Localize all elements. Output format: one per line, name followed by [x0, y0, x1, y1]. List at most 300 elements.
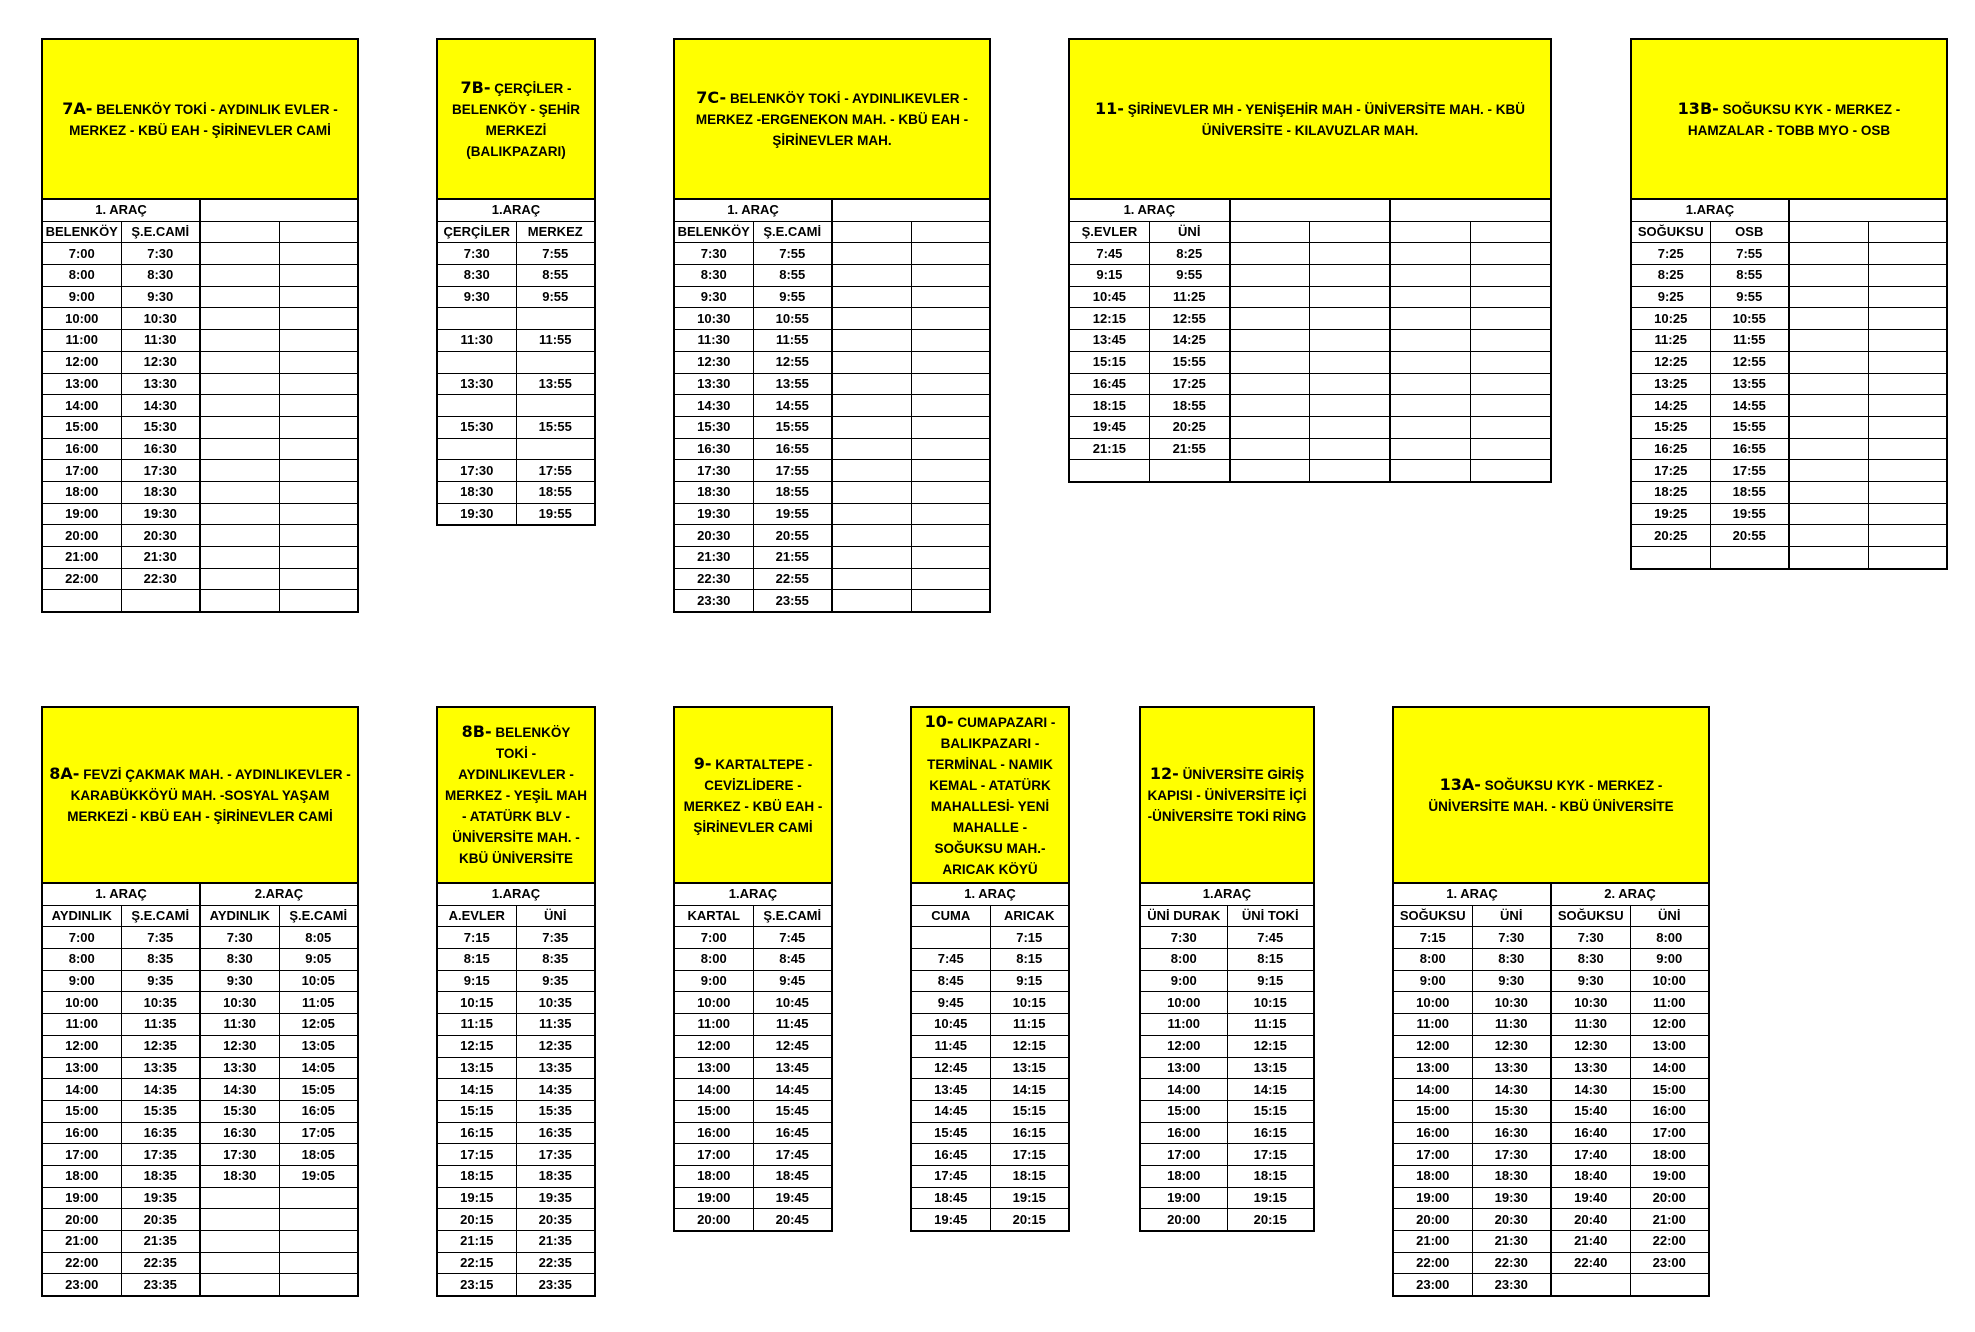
table-row — [1393, 1014, 1709, 1036]
table-row — [1631, 460, 1947, 482]
departure-time — [279, 547, 358, 569]
departure-time: 17:05 — [279, 1122, 358, 1144]
departure-time — [1310, 286, 1390, 308]
departure-time — [42, 590, 121, 612]
departure-time: 7:00 — [42, 927, 121, 949]
stop-name: Ş.E.CAMİ — [121, 905, 200, 927]
table-row — [674, 330, 990, 352]
departure-time: 13:35 — [121, 1057, 200, 1079]
departure-time: 15:55 — [516, 416, 595, 438]
departure-time: 18:00 — [1393, 1165, 1472, 1187]
stop-name: Ş.E.CAMİ — [279, 905, 358, 927]
vehicle-group-label: 1. ARAÇ — [1393, 883, 1551, 905]
departure-time: 17:25 — [1631, 460, 1710, 482]
stop-name: MERKEZ — [516, 221, 595, 243]
departure-time: 14:55 — [753, 395, 832, 417]
departure-time: 13:00 — [1393, 1057, 1472, 1079]
departure-time — [832, 373, 911, 395]
departure-time: 12:35 — [121, 1035, 200, 1057]
departure-time — [200, 460, 279, 482]
route-header — [41, 38, 359, 200]
departure-time — [1471, 395, 1551, 417]
departure-time — [1069, 460, 1149, 482]
departure-time — [1868, 286, 1947, 308]
departure-time: 12:30 — [200, 1035, 279, 1057]
departure-time: 16:30 — [200, 1122, 279, 1144]
table-row — [437, 351, 595, 373]
route-code: 10- — [924, 711, 954, 731]
departure-time — [1789, 395, 1868, 417]
departure-time — [200, 373, 279, 395]
departure-time — [1868, 547, 1947, 569]
vehicle-group-row — [674, 883, 832, 905]
departure-time: 18:05 — [279, 1144, 358, 1166]
departure-time — [1310, 373, 1390, 395]
stop-header-row — [437, 221, 595, 243]
table-row — [42, 1035, 358, 1057]
departure-time — [1471, 373, 1551, 395]
departure-time: 15:30 — [1472, 1100, 1551, 1122]
table-row — [911, 1122, 1069, 1144]
departure-time: 12:05 — [279, 1014, 358, 1036]
departure-time: 10:35 — [516, 992, 595, 1014]
departure-time: 11:30 — [437, 330, 516, 352]
departure-time: 8:30 — [674, 265, 753, 287]
departure-time: 15:45 — [911, 1122, 990, 1144]
departure-time — [200, 286, 279, 308]
table-row — [437, 1057, 595, 1079]
route-code: 13B- — [1677, 98, 1719, 118]
table-row — [437, 1209, 595, 1231]
departure-time — [279, 265, 358, 287]
departure-time: 19:55 — [753, 503, 832, 525]
departure-time: 19:30 — [437, 503, 516, 525]
departure-time — [1471, 351, 1551, 373]
vehicle-group-row — [437, 199, 595, 221]
departure-time: 10:05 — [279, 970, 358, 992]
departure-time: 19:30 — [121, 503, 200, 525]
table-row — [1393, 1057, 1709, 1079]
departure-time: 14:45 — [911, 1100, 990, 1122]
departure-time: 14:15 — [990, 1079, 1069, 1101]
departure-time: 10:00 — [1630, 970, 1709, 992]
stop-header-row — [911, 905, 1069, 927]
departure-time: 10:45 — [753, 992, 832, 1014]
departure-time — [516, 395, 595, 417]
departure-time: 14:30 — [1472, 1079, 1551, 1101]
table-row — [1140, 1165, 1314, 1187]
departure-time: 15:30 — [200, 1100, 279, 1122]
departure-time — [1149, 460, 1229, 482]
departure-time: 17:40 — [1551, 1144, 1630, 1166]
departure-time: 10:35 — [121, 992, 200, 1014]
table-row — [1393, 1252, 1709, 1274]
departure-time: 7:55 — [1710, 243, 1789, 265]
table-row — [911, 1209, 1069, 1231]
departure-time: 15:35 — [516, 1100, 595, 1122]
departure-time: 19:15 — [437, 1187, 516, 1209]
departure-time — [1868, 265, 1947, 287]
route-header — [436, 706, 596, 884]
departure-time: 9:15 — [1227, 970, 1314, 992]
departure-time: 14:00 — [1630, 1057, 1709, 1079]
vehicle-group-label: 2.ARAÇ — [200, 883, 358, 905]
departure-time — [1310, 243, 1390, 265]
departure-time: 17:15 — [1227, 1144, 1314, 1166]
departure-time: 16:30 — [674, 438, 753, 460]
table-row — [674, 1187, 832, 1209]
route-r8b — [436, 706, 596, 1297]
departure-time — [1789, 460, 1868, 482]
departure-time: 8:15 — [437, 949, 516, 971]
departure-time: 12:00 — [674, 1035, 753, 1057]
departure-time: 7:45 — [911, 949, 990, 971]
table-row — [674, 525, 990, 547]
departure-time: 20:00 — [674, 1209, 753, 1231]
departure-time: 11:00 — [674, 1014, 753, 1036]
departure-time: 15:00 — [42, 1100, 121, 1122]
departure-time: 14:30 — [674, 395, 753, 417]
departure-time: 22:30 — [674, 568, 753, 590]
departure-time: 17:35 — [516, 1144, 595, 1166]
departure-time: 11:45 — [753, 1014, 832, 1036]
departure-time — [279, 395, 358, 417]
departure-time: 12:25 — [1631, 351, 1710, 373]
route-header — [1068, 38, 1552, 200]
departure-time: 12:30 — [121, 351, 200, 373]
departure-time: 8:05 — [279, 927, 358, 949]
departure-time — [1789, 547, 1868, 569]
vehicle-group-row — [1631, 199, 1947, 221]
departure-time — [1789, 308, 1868, 330]
table-row — [437, 1187, 595, 1209]
departure-time — [279, 243, 358, 265]
vehicle-group-label: 1.ARAÇ — [674, 883, 832, 905]
timetable — [1630, 198, 1948, 570]
departure-time: 20:00 — [42, 525, 121, 547]
route-code: 7C- — [696, 88, 727, 107]
departure-time: 20:25 — [1631, 525, 1710, 547]
departure-time: 17:00 — [42, 460, 121, 482]
stop-name: A.EVLER — [437, 905, 516, 927]
departure-time: 9:55 — [516, 286, 595, 308]
departure-time: 19:55 — [1710, 503, 1789, 525]
departure-time — [1310, 308, 1390, 330]
departure-time — [832, 460, 911, 482]
departure-time: 13:30 — [1551, 1057, 1630, 1079]
vehicle-group-row — [42, 199, 358, 221]
departure-time: 8:30 — [437, 265, 516, 287]
departure-time: 8:30 — [200, 949, 279, 971]
timetable — [41, 882, 359, 1297]
departure-time: 13:15 — [437, 1057, 516, 1079]
departure-time: 9:30 — [121, 286, 200, 308]
departure-time: 14:00 — [674, 1079, 753, 1101]
departure-time: 9:30 — [200, 970, 279, 992]
departure-time — [516, 351, 595, 373]
table-row — [42, 970, 358, 992]
departure-time — [1868, 481, 1947, 503]
vehicle-group-row — [437, 883, 595, 905]
departure-time: 11:00 — [1393, 1014, 1472, 1036]
departure-time: 13:15 — [990, 1057, 1069, 1079]
departure-time: 19:30 — [674, 503, 753, 525]
departure-time: 17:30 — [200, 1144, 279, 1166]
departure-time — [911, 416, 990, 438]
departure-time: 21:30 — [1472, 1231, 1551, 1253]
table-row — [674, 1057, 832, 1079]
departure-time — [1789, 438, 1868, 460]
route-r7a — [41, 38, 359, 613]
departure-time — [1789, 416, 1868, 438]
table-row — [674, 351, 990, 373]
route-code: 9- — [693, 753, 712, 773]
table-row — [1631, 286, 1947, 308]
departure-time: 18:30 — [200, 1165, 279, 1187]
departure-time: 21:00 — [1393, 1231, 1472, 1253]
departure-time — [832, 481, 911, 503]
table-row — [437, 949, 595, 971]
departure-time: 16:35 — [516, 1122, 595, 1144]
table-row — [911, 1144, 1069, 1166]
departure-time — [1471, 308, 1551, 330]
departure-time: 10:15 — [990, 992, 1069, 1014]
table-row — [674, 416, 990, 438]
departure-time — [911, 395, 990, 417]
departure-time: 14:30 — [200, 1079, 279, 1101]
departure-time: 9:15 — [1069, 265, 1149, 287]
route-r8a — [41, 706, 359, 1297]
stop-header-row — [674, 221, 990, 243]
departure-time — [279, 351, 358, 373]
departure-time: 19:35 — [121, 1187, 200, 1209]
departure-time: 7:15 — [1393, 927, 1472, 949]
departure-time — [1789, 525, 1868, 547]
departure-time: 10:15 — [437, 992, 516, 1014]
table-row — [1393, 1079, 1709, 1101]
table-row — [1140, 1079, 1314, 1101]
departure-time: 21:35 — [121, 1231, 200, 1253]
departure-time: 20:40 — [1551, 1209, 1630, 1231]
departure-time: 14:30 — [1551, 1079, 1630, 1101]
departure-time: 13:05 — [279, 1035, 358, 1057]
departure-time: 15:15 — [990, 1100, 1069, 1122]
vehicle-group-label: 1.ARAÇ — [1140, 883, 1314, 905]
departure-time — [1868, 525, 1947, 547]
departure-time: 8:15 — [990, 949, 1069, 971]
departure-time: 10:30 — [1551, 992, 1630, 1014]
table-row — [42, 1252, 358, 1274]
departure-time: 15:15 — [1227, 1100, 1314, 1122]
departure-time: 9:35 — [516, 970, 595, 992]
departure-time — [1230, 373, 1310, 395]
departure-time — [1230, 460, 1310, 482]
departure-time: 8:25 — [1631, 265, 1710, 287]
departure-time — [911, 243, 990, 265]
departure-time: 16:15 — [1227, 1122, 1314, 1144]
departure-time — [1230, 243, 1310, 265]
departure-time — [1390, 438, 1470, 460]
departure-time — [911, 927, 990, 949]
table-row — [1393, 1231, 1709, 1253]
stop-name: SOĞUKSU — [1393, 905, 1472, 927]
departure-time: 9:30 — [1472, 970, 1551, 992]
table-row — [1631, 308, 1947, 330]
table-row — [437, 1014, 595, 1036]
vehicle-group-label: 1.ARAÇ — [437, 883, 595, 905]
stop-name: ÜNİ DURAK — [1140, 905, 1227, 927]
departure-time: 22:15 — [437, 1252, 516, 1274]
departure-time: 15:55 — [1149, 351, 1229, 373]
departure-time — [200, 1252, 279, 1274]
table-row — [1631, 547, 1947, 569]
departure-time — [516, 308, 595, 330]
departure-time: 22:35 — [516, 1252, 595, 1274]
departure-time: 16:00 — [674, 1122, 753, 1144]
departure-time: 16:45 — [1069, 373, 1149, 395]
departure-time: 15:15 — [1069, 351, 1149, 373]
departure-time: 17:55 — [753, 460, 832, 482]
route-header — [673, 38, 991, 200]
departure-time: 20:15 — [1227, 1209, 1314, 1231]
departure-time — [279, 438, 358, 460]
timetable — [436, 882, 596, 1297]
departure-time — [279, 481, 358, 503]
table-row — [674, 395, 990, 417]
departure-time: 18:30 — [437, 481, 516, 503]
departure-time: 17:00 — [1140, 1144, 1227, 1166]
departure-time — [200, 1209, 279, 1231]
departure-time — [1310, 351, 1390, 373]
departure-time — [200, 330, 279, 352]
departure-time: 17:45 — [911, 1165, 990, 1187]
departure-time: 10:30 — [674, 308, 753, 330]
table-row — [674, 1079, 832, 1101]
departure-time: 12:30 — [674, 351, 753, 373]
table-row — [674, 1035, 832, 1057]
departure-time: 21:40 — [1551, 1231, 1630, 1253]
departure-time: 18:45 — [753, 1165, 832, 1187]
departure-time: 12:15 — [1227, 1035, 1314, 1057]
departure-time — [1471, 265, 1551, 287]
departure-time: 17:00 — [1630, 1122, 1709, 1144]
departure-time: 11:45 — [911, 1035, 990, 1057]
departure-time: 15:15 — [437, 1100, 516, 1122]
departure-time: 22:00 — [42, 1252, 121, 1274]
departure-time: 12:15 — [1069, 308, 1149, 330]
stop-header-row — [42, 221, 358, 243]
departure-time: 8:30 — [121, 265, 200, 287]
departure-time: 20:55 — [1710, 525, 1789, 547]
departure-time: 23:00 — [1393, 1274, 1472, 1296]
departure-time: 14:45 — [753, 1079, 832, 1101]
departure-time: 22:00 — [1393, 1252, 1472, 1274]
route-header — [673, 706, 833, 884]
table-row — [674, 1100, 832, 1122]
departure-time: 16:15 — [437, 1122, 516, 1144]
departure-time: 11:00 — [42, 330, 121, 352]
departure-time: 8:25 — [1149, 243, 1229, 265]
vehicle-group-label: 1. ARAÇ — [42, 883, 200, 905]
departure-time — [1789, 481, 1868, 503]
departure-time: 21:30 — [121, 547, 200, 569]
table-row — [1631, 351, 1947, 373]
route-title: BELENKÖY TOKİ - AYDINLIKEVLER - MERKEZ -ERGENEKON MAH. - KBÜ EAH - ŞİRİNEVLER MAH. — [695, 91, 969, 148]
departure-time: 19:25 — [1631, 503, 1710, 525]
departure-time: 9:15 — [437, 970, 516, 992]
departure-time: 13:00 — [42, 1057, 121, 1079]
departure-time: 12:00 — [42, 351, 121, 373]
timetable — [673, 882, 833, 1232]
table-row — [437, 481, 595, 503]
stop-name: AYDINLIK — [200, 905, 279, 927]
route-header — [1392, 706, 1710, 884]
table-row — [1069, 330, 1551, 352]
departure-time: 20:45 — [753, 1209, 832, 1231]
departure-time: 19:05 — [279, 1165, 358, 1187]
departure-time: 14:00 — [42, 395, 121, 417]
table-row — [437, 503, 595, 525]
table-row — [911, 1165, 1069, 1187]
departure-time: 8:30 — [1551, 949, 1630, 971]
route-code: 7A- — [62, 98, 93, 118]
table-row — [437, 1165, 595, 1187]
stop-name: SOĞUKSU — [1551, 905, 1630, 927]
departure-time — [832, 395, 911, 417]
departure-time: 17:30 — [1472, 1144, 1551, 1166]
departure-time: 18:30 — [121, 481, 200, 503]
table-row — [1069, 265, 1551, 287]
departure-time: 7:00 — [674, 927, 753, 949]
departure-time: 20:55 — [753, 525, 832, 547]
departure-time: 19:15 — [990, 1187, 1069, 1209]
stop-name: ARICAK — [990, 905, 1069, 927]
departure-time — [1631, 547, 1710, 569]
table-row — [1140, 1144, 1314, 1166]
stop-name: Ş.E.CAMİ — [753, 905, 832, 927]
departure-time: 13:55 — [1710, 373, 1789, 395]
departure-time — [832, 438, 911, 460]
departure-time — [1310, 265, 1390, 287]
departure-time — [1868, 243, 1947, 265]
departure-time — [200, 481, 279, 503]
departure-time: 19:00 — [674, 1187, 753, 1209]
departure-time: 19:00 — [1393, 1187, 1472, 1209]
departure-time — [200, 308, 279, 330]
departure-time — [1471, 438, 1551, 460]
table-row — [1631, 503, 1947, 525]
departure-time: 9:05 — [279, 949, 358, 971]
departure-time: 10:45 — [911, 1014, 990, 1036]
departure-time: 13:00 — [42, 373, 121, 395]
departure-time: 11:25 — [1149, 286, 1229, 308]
departure-time: 22:00 — [42, 568, 121, 590]
departure-time: 16:30 — [121, 438, 200, 460]
departure-time — [279, 330, 358, 352]
departure-time: 13:00 — [1630, 1035, 1709, 1057]
departure-time: 8:45 — [753, 949, 832, 971]
departure-time — [1551, 1274, 1630, 1296]
departure-time: 7:30 — [200, 927, 279, 949]
stop-name: CUMA — [911, 905, 990, 927]
table-row — [1140, 1035, 1314, 1057]
departure-time: 18:00 — [674, 1165, 753, 1187]
departure-time: 21:55 — [753, 547, 832, 569]
departure-time — [832, 547, 911, 569]
table-row — [1069, 373, 1551, 395]
table-row — [911, 992, 1069, 1014]
route-r10 — [910, 706, 1070, 1232]
